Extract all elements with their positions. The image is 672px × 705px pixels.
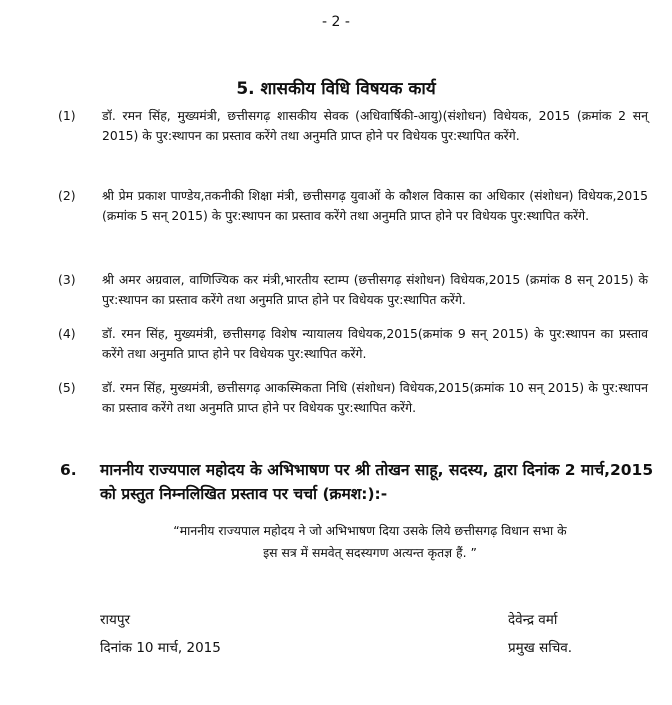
item-number: (4): [58, 326, 76, 341]
quote-line-1: “माननीय राज्यपाल महोदय ने जो अभिभाषण दिया उसके लिये छत्तीसगढ़ विधान सभा के: [173, 523, 567, 538]
date: दिनांक 10 मार्च, 2015: [100, 640, 221, 656]
footer-signatory: [508, 606, 572, 662]
signatory-title: प्रमुख सचिव.: [508, 640, 573, 656]
quote-line-2: इस सत्र में समवेत् सदस्यगण अत्यन्त कृतज्ञ हैं. ”: [263, 545, 477, 560]
item-text: डॉ. रमन सिंह, मुख्यमंत्री, छत्तीसगढ़ आकस्मिकता निधि (संशोधन) विधेयक,2015(क्रमांक 10 सन् 2015) के पुर:स्थापन का प्रस्ताव करेंगे तथा अनुमति प्राप्त होने पर विधेयक पुर:स्थापित करेंगे.: [102, 380, 648, 415]
list-item: [58, 324, 648, 364]
list-item: [58, 106, 648, 146]
item-text: डॉ. रमन सिंह, मुख्यमंत्री, छत्तीसगढ़ शासकीय सेवक (अधिवार्षिकी-आयु)(संशोधन) विधेयक, 2015 (क्रमांक 2 सन् 2015) के पुर:स्थापन का प्रस्ताव करेंगे तथा अनुमति प्राप्त होने पर विधेयक पुर:स्थापित करेंगे.: [102, 108, 648, 143]
resolution-quote: [100, 520, 640, 564]
item-text: श्री प्रेम प्रकाश पाण्डेय,तकनीकी शिक्षा मंत्री, छत्तीसगढ़ युवाओं के कौशल विकास का अधिकार (संशोधन) विधेयक,2015 (क्रमांक 5 सन् 2015) के पुर:स्थापन का प्रस्ताव करेंगे तथा अनुमति प्राप्त होने पर विधेयक पुर:स्थापित करेंगे.: [102, 188, 648, 223]
place: रायपुर: [100, 612, 131, 628]
page-number: - 2 -: [322, 14, 350, 30]
signatory-name: देवेन्द्र वर्मा: [508, 612, 558, 628]
item-number: (3): [58, 272, 76, 287]
list-item: [58, 270, 648, 310]
section-6-number: 6.: [60, 461, 77, 479]
list-item: [58, 378, 648, 418]
list-item: [58, 186, 648, 226]
item-text: श्री अमर अग्रवाल, वाणिज्यिक कर मंत्री,भारतीय स्टाम्प (छत्तीसगढ़ संशोधन) विधेयक,2015 (क्रमांक 8 सन् 2015) के पुर:स्थापन का प्रस्ताव करेंगे तथा अनुमति प्राप्त होने पर विधेयक पुर:स्थापित करेंगे.: [102, 272, 648, 307]
section-6-heading: [60, 458, 660, 506]
item-number: (5): [58, 380, 76, 395]
section-5-heading: 5. शासकीय विधि विषयक कार्य: [236, 79, 436, 99]
item-number: (1): [58, 108, 76, 123]
section-6-title: माननीय राज्यपाल महोदय के अभिभाषण पर श्री तोखन साहू, सदस्य, द्वारा दिनांक 2 मार्च,2015 को प्रस्तुत निम्नलिखित प्रस्ताव पर चर्चा (क्रमश:):-: [100, 461, 654, 503]
item-text: डॉ. रमन सिंह, मुख्यमंत्री, छत्तीसगढ़ विशेष न्यायालय विधेयक,2015(क्रमांक 9 सन् 2015) के पुर:स्थापन का प्रस्ताव करेंगे तथा अनुमति प्राप्त होने पर विधेयक पुर:स्थापित करेंगे.: [102, 326, 648, 361]
footer-place-date: [100, 606, 221, 662]
item-number: (2): [58, 188, 76, 203]
